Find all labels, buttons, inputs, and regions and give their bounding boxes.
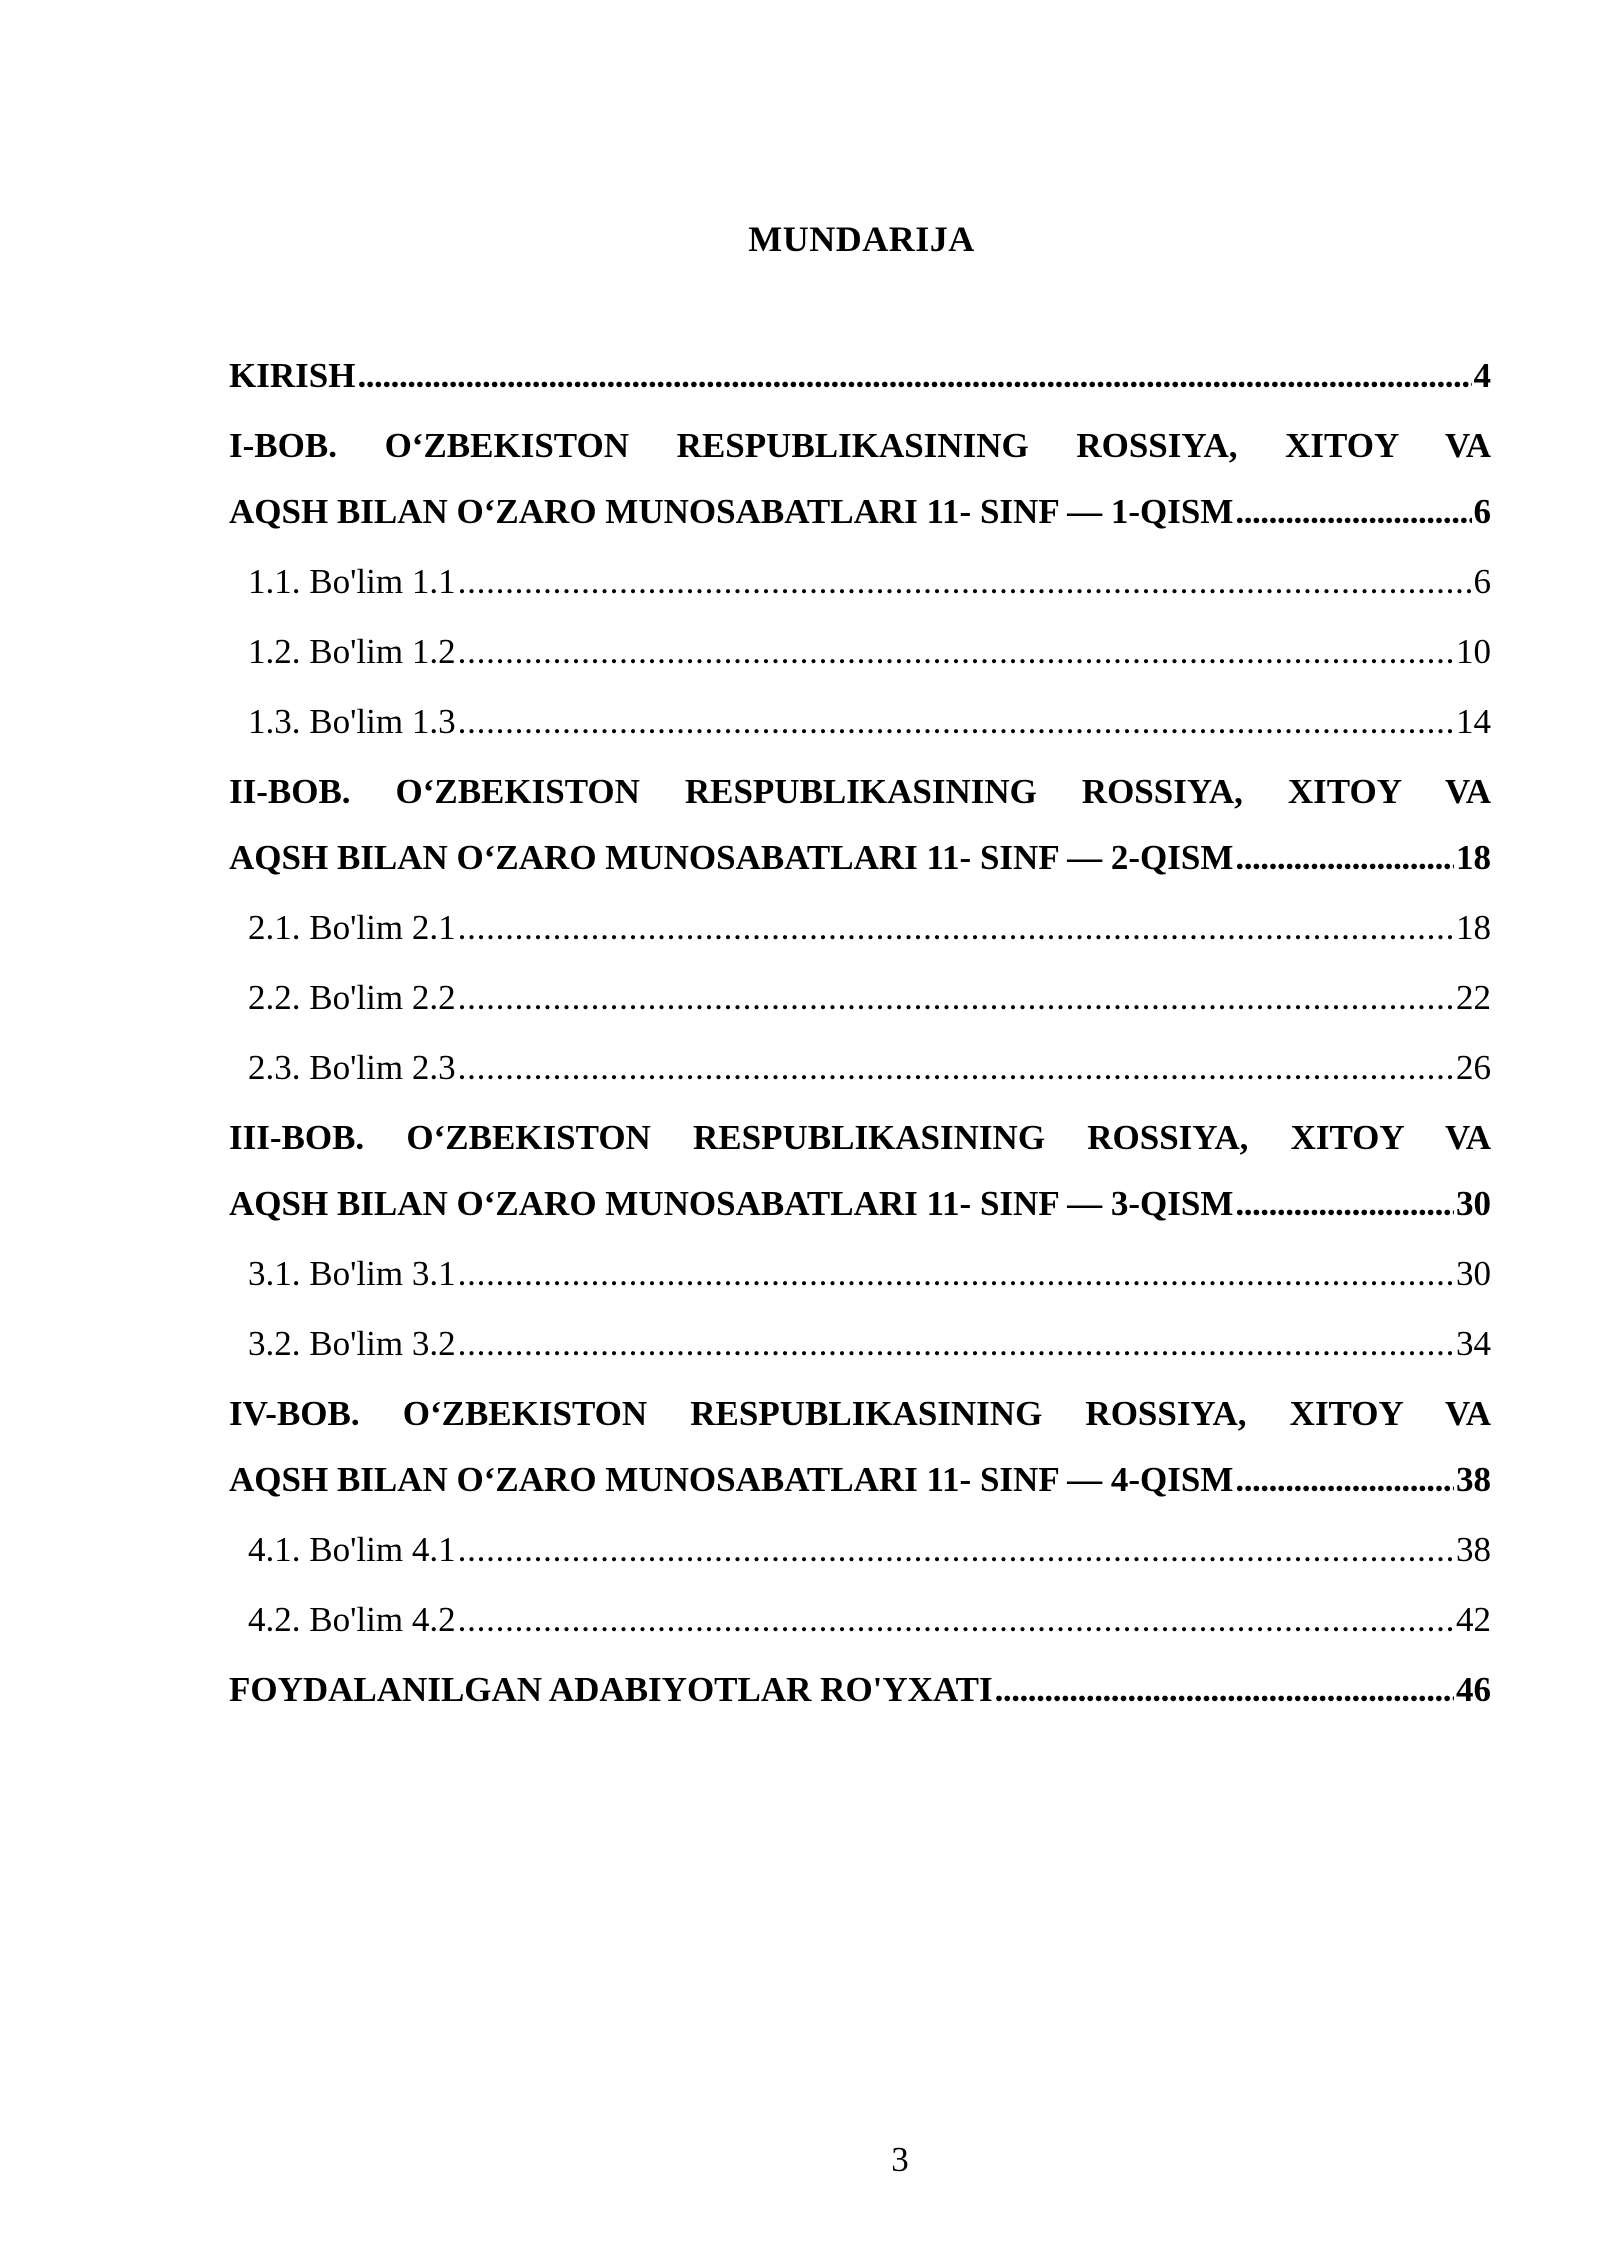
toc-entry-label: AQSH BILAN O‘ZARO MUNOSABATLARI 11- SINF — 2-QISM: [229, 838, 1234, 877]
toc-entry-label: AQSH BILAN O‘ZARO MUNOSABATLARI 11- SINF — 3-QISM: [229, 1184, 1234, 1223]
toc-entry-kirish[interactable]: [229, 348, 1491, 404]
dot-leader: [458, 1592, 1454, 1648]
toc-entry-label: 4.1. Bo'lim 4.1: [248, 1530, 456, 1569]
dot-leader: [1235, 1176, 1454, 1232]
toc-entry-label: FOYDALANILGAN ADABIYOTLAR RO'YXATI: [229, 1670, 993, 1709]
toc-page-number: 38: [1456, 1460, 1491, 1499]
toc-section-3-1[interactable]: [248, 1246, 1491, 1302]
dot-leader: [458, 900, 1454, 956]
toc-page-number: 42: [1456, 1600, 1491, 1639]
toc-page-number: 34: [1456, 1324, 1491, 1363]
toc-section-3-2[interactable]: [248, 1316, 1491, 1372]
toc-page-number: 10: [1456, 632, 1491, 671]
toc-entry-label: AQSH BILAN O‘ZARO MUNOSABATLARI 11- SINF — 4-QISM: [229, 1460, 1234, 1499]
toc-section-2-2[interactable]: [248, 970, 1491, 1026]
toc-page-number: 6: [1473, 492, 1491, 531]
toc-page-number: 22: [1456, 978, 1491, 1017]
toc-entry-label: 1.3. Bo'lim 1.3: [248, 702, 456, 741]
toc-page-number: 18: [1456, 908, 1491, 947]
dot-leader: [458, 1246, 1454, 1302]
dot-leader: [458, 1040, 1454, 1096]
toc-section-2-3[interactable]: [248, 1040, 1491, 1096]
dot-leader: [995, 1662, 1454, 1718]
toc-page-number: 30: [1456, 1254, 1491, 1293]
toc-page-number: 38: [1456, 1530, 1491, 1569]
dot-leader: [458, 554, 1472, 610]
toc-entry-label: 4.2. Bo'lim 4.2: [248, 1600, 456, 1639]
toc-entry-label: 2.1. Bo'lim 2.1: [248, 908, 456, 947]
toc-chapter-2[interactable]: [229, 830, 1491, 886]
toc-entry-references[interactable]: [229, 1662, 1491, 1718]
dot-leader: [458, 1522, 1454, 1578]
toc-entry-label: 2.3. Bo'lim 2.3: [248, 1048, 456, 1087]
toc-page-number: 6: [1473, 562, 1491, 601]
toc-chapter-1[interactable]: [229, 484, 1491, 540]
dot-leader: [357, 348, 1471, 404]
toc-entry-label: 3.1. Bo'lim 3.1: [248, 1254, 456, 1293]
dot-leader: [1235, 830, 1454, 886]
toc-chapter-1-heading[interactable]: I-BOB. O‘ZBEKISTON RESPUBLIKASINING ROSSIYA, XITOY VA: [229, 426, 1491, 465]
toc-page-number: 46: [1456, 1670, 1491, 1709]
toc-chapter-2-heading[interactable]: II-BOB. O‘ZBEKISTON RESPUBLIKASINING ROSSIYA, XITOY VA: [229, 772, 1491, 811]
toc-page-number: 4: [1473, 356, 1491, 395]
toc-section-4-2[interactable]: [248, 1592, 1491, 1648]
page-title: MUNDARIJA: [748, 219, 975, 259]
toc-section-4-1[interactable]: [248, 1522, 1491, 1578]
toc-entry-label: 2.2. Bo'lim 2.2: [248, 978, 456, 1017]
toc-chapter-3[interactable]: [229, 1176, 1491, 1232]
toc-page-number: 30: [1456, 1184, 1491, 1223]
toc-section-1-1[interactable]: [248, 554, 1491, 610]
toc-entry-label: 3.2. Bo'lim 3.2: [248, 1324, 456, 1363]
toc-page-number: 14: [1456, 702, 1491, 741]
toc-chapter-4[interactable]: [229, 1452, 1491, 1508]
toc-section-1-3[interactable]: [248, 694, 1491, 750]
dot-leader: [1235, 1452, 1454, 1508]
toc-entry-label: 1.2. Bo'lim 1.2: [248, 632, 456, 671]
toc-chapter-4-heading[interactable]: IV-BOB. O‘ZBEKISTON RESPUBLIKASINING ROSSIYA, XITOY VA: [229, 1394, 1491, 1433]
toc-entry-label: KIRISH: [229, 356, 356, 395]
toc-section-1-2[interactable]: [248, 624, 1491, 680]
toc-entry-label: AQSH BILAN O‘ZARO MUNOSABATLARI 11- SINF — 1-QISM: [229, 492, 1234, 531]
page-number: 3: [891, 2140, 909, 2179]
dot-leader: [458, 624, 1454, 680]
toc-section-2-1[interactable]: [248, 900, 1491, 956]
toc-chapter-3-heading[interactable]: III-BOB. O‘ZBEKISTON RESPUBLIKASINING ROSSIYA, XITOY VA: [229, 1118, 1491, 1157]
dot-leader: [458, 1316, 1454, 1372]
dot-leader: [458, 970, 1454, 1026]
toc-page-number: 18: [1456, 838, 1491, 877]
toc-page-number: 26: [1456, 1048, 1491, 1087]
toc-entry-label: 1.1. Bo'lim 1.1: [248, 562, 456, 601]
dot-leader: [458, 694, 1454, 750]
dot-leader: [1235, 484, 1471, 540]
